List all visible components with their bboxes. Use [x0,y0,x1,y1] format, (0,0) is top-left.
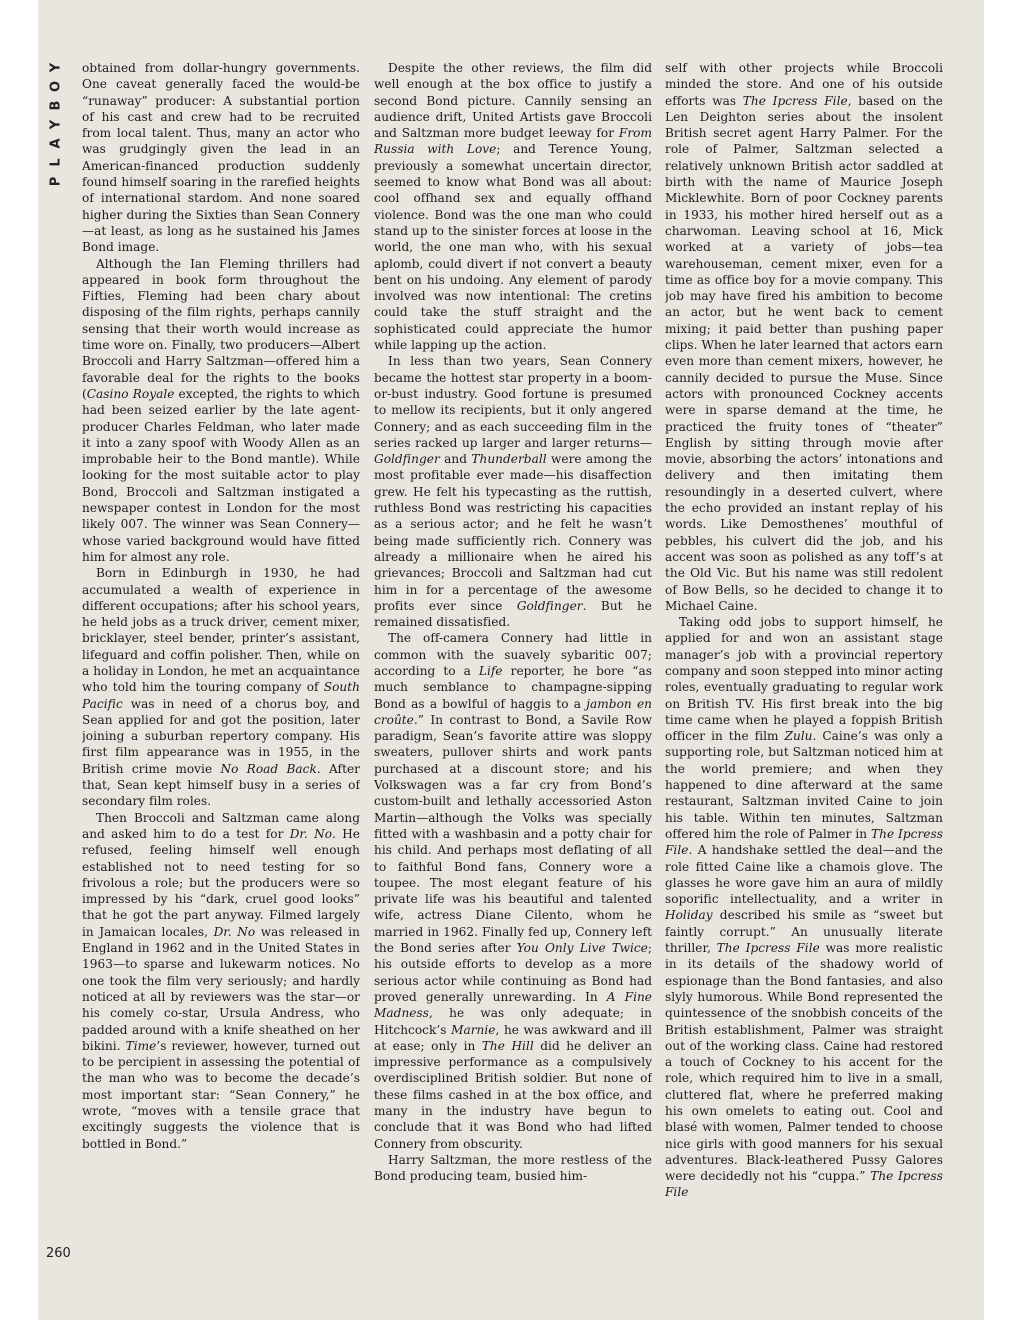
article-paragraph [374,630,652,1152]
article-paragraph [665,60,943,614]
text-run: Taking odd jobs to support himself, he applied for and won an assistant stage manager’s job with a provincial repertory company and soon stepped into minor acting roles, eventually graduating to regular work on British TV. His first break into the big time came when he played a foppish British officer in the film [665,615,943,744]
italic-title: Life [478,663,503,678]
italic-title: The Ipcress File [716,941,820,956]
italic-title: Marnie [451,1022,496,1037]
italic-title: jambon en croûte [374,696,652,727]
logo-letter: Y [48,62,64,73]
magazine-logo [48,58,70,191]
article-paragraph [82,60,360,256]
logo-letter: P [48,176,64,187]
text-column-2 [374,60,652,1270]
text-run: . After that, Sean kept himself busy in a series of secondary film roles. [82,761,360,809]
logo-letter: B [48,100,64,111]
text-run: was in need of a chorus boy, and Sean applied for and got the position, later joining a suburban repertory company. His first film appearance was in 1955, in the British crime movie [82,696,360,776]
page-number: 260 [46,1246,71,1261]
italic-title: A Fine Madness [374,989,652,1021]
italic-title: Casino Royale [86,386,175,401]
article-paragraph [665,614,943,1201]
italic-title: Thunderball [471,452,547,467]
text-run: The off-camera Connery had little in common with the suavely sybaritic 007; according to a [374,631,652,678]
italic-title: Dr. No [213,924,256,939]
text-column-1 [82,60,360,1270]
text-run: .” In contrast to Bond, a Savile Row paradigm, Sean’s favorite attire was sloppy sweaters, pullover shirts and work pants purchased at a discount store; and his Volkswagen was a far cry from Bond’s custom-built and lethally accessoried Aston Martin—although the Volks was specially fitted with a washbasin and a potty chair for his child. And perhaps most deflating of all to faithful Bond fans, Connery wore a toupee. The most elegant feature of his private life was his beautiful and talented wife, actress Diane Cilento, whom he married in 1962. Finally fed up, Connery left the Bond series after [374,712,652,956]
text-run: . Caine’s was only a supporting role, but Saltzman noticed him at the world premiere; and when they happened to dine afterward at the same restaurant, Saltzman invited Caine to join his table. Within ten minutes, Saltzman offered him the role of Palmer in [665,729,943,841]
italic-title: The Ipcress File [665,1169,943,1200]
text-run: were among the most profitable ever made—his disaffection grew. He felt his typecasting as the ruttish, ruthless Bond was restricting his capacities as a serious actor; and he felt he wasn’t being made sufficiently rich. Connery was already a millionaire when he aired his grievances; Broccoli and Saltzman had cut him in for a percentage of the awesome profits ever since [374,452,652,613]
text-run: , he was only adequate; in Hitchcock’s [374,1006,652,1037]
logo-letter: O [48,80,64,93]
italic-title: Time [125,1038,157,1053]
italic-title: You Only Live Twice [516,941,648,956]
text-run: Then Broccoli and Saltzman came along and asked him to do a test for [82,810,360,841]
text-column-3 [665,60,943,1270]
italic-title: Dr. No [289,826,333,841]
logo-letter: A [48,138,64,149]
text-run: ; his outside efforts to develop as a more serious actor while continuing as Bond had proved generally unrewarding. In [374,941,652,1004]
article-paragraph [374,60,652,353]
italic-title: Goldfinger [374,452,440,467]
italic-title: Zulu [784,729,813,744]
article-paragraph [82,565,360,809]
text-run: described his smile as “sweet but faintly corrupt.” An unusually literate thriller, [665,908,943,956]
text-run: . He refused, feeling himself well enough established not to need testing for so frivolous a role; but the producers were so impressed by his “dark, cruel good looks” that he got the part anyway. Filmed largely in Jamaican locales, [82,826,360,939]
text-run: . But he remained dissatisfied. [374,598,652,630]
text-run: Born in Edinburgh in 1930, he had accumulated a wealth of experience in different occupations; after his school years, he held jobs as a truck driver, cement mixer, bricklayer, steel bender, printer’s assistant, lifeguard and coffin polisher. Then, while on a holiday in London, he met an acquaintance who told him the touring company of [82,566,360,695]
logo-letter: Y [48,119,64,130]
article-paragraph [82,810,360,1152]
logo-letter: L [48,158,64,167]
text-run: reporter, he bore “as much semblance to champagne-sipping Bond as a bowlful of haggis to a [374,663,652,711]
text-run: self with other projects while Broccoli minded the store. And one of his outside efforts was [665,61,943,108]
text-run: , he was awkward and ill at ease; only in [374,1022,652,1053]
italic-title: South Pacific [82,680,360,711]
text-run: and [439,452,472,467]
text-run: excepted, the rights to which had been seized earlier by the late agent-producer Charles Feldman, who later made it into a zany spoof with Woody Allen as an improbable heir to the Bond mantle). While looking for the most suitable actor to play Bond, Broccoli and Saltzman instigated a newspaper contest in London for the most likely 007. The winner was Sean Connery—whose varied background would have fitted him for almost any role. [82,386,360,564]
text-run: In less than two years, Sean Connery became the hottest star property in a boom-or-bust industry. Good fortune is presumed to mellow its recipients, but it only angered Connery; and as each succeeding film in the series racked up larger and larger returns— [374,354,652,450]
article-paragraph [374,353,652,630]
italic-title: No Road Back [220,761,317,776]
italic-title: The Ipcress File [742,93,848,108]
text-run: ; and Terence Young, previously a somewhat uncertain director, seemed to know what Bond was all about: cool offhand sex and equally offhand violence. Bond was the one man who could stand up to the sinister forces at loose in the world, the one man who, with his sexual aplomb, could divert if not convert a beauty bent on his undoing. Any element of parody involved was now intentional: The cretins could take the stuff straight and the sophisticated could appreciate the humor while lapping up the action. [374,142,652,353]
article-paragraph [374,1152,652,1185]
text-run: was more realistic in its details of the shadowy world of espionage than the Bond fantasies, and also slyly humorous. While Bond represented the quintessence of the snobbish conceits of the British establishment, Palmer was straight out of the working class. Caine had restored a touch of Cockney to his accent for the role, which required him to live in a small, cluttered flat, where he preferred making his own omelets to eating out. Cool and blasé with women, Palmer tended to choose nice girls with good manners for his sexual adventures. Black-leathered Pussy Galores were decidedly not his “cuppa.” [665,941,943,1184]
text-run: . A handshake settled the deal—and the role fitted Caine like a chamois glove. The glasses he wore gave him an aura of mildly soporific intellectuality, and a writer in [665,843,943,907]
text-run: Despite the other reviews, the film did well enough at the box office to justify a second Bond picture. Cannily sensing an audience drift, United Artists gave Broccoli and Saltzman more budget leeway for [374,61,652,141]
italic-title: Goldfinger [516,598,583,613]
italic-title: From Russia with Love [374,126,652,157]
text-run: , based on the Len Deighton series about the insolent British secret agent Harry Palmer. For the role of Palmer, Saltzman selected a relatively unknown British actor saddled at birth with the name of Maurice Joseph Micklewhite. Born of poor Cockney parents in 1933, his mother hired herself out as a charwoman. Leaving school at 16, Mick worked at a variety of jobs—tea warehouseman, cement mixer, even for a time as office boy for a movie company. This job may have fired his ambition to become an actor, but he went back to cement mixing; it paid better than pushing paper clips. When he later learned that actors earn even more than cement mixers, however, he cannily decided to pursue the Muse. Since actors with pronounced Cockney accents were in sparse demand at the time, he practiced the fruity tones of “theater” English by sitting through movie after movie, absorbing the actors’ intonations and delivery and then imitating them resoundingly in a deserted culvert, where the echo provided an instant replay of his words. Like Demosthenes’ mouthful of pebbles, his culvert did the job, and his accent was soon as polished as any toff’s at the Old Vic. But his name was still redolent of Bow Bells, so he decided to change it to Michael Caine. [665,93,943,613]
magazine-page [38,0,984,1320]
text-run: did he deliver an impressive performance as a compulsively overdisciplined British soldier. But none of these films cashed in at the box office, and many in the industry have begun to conclude that it was Bond who had lifted Connery from obscurity. [374,1038,652,1151]
text-run: Harry Saltzman, the more restless of the Bond producing team, busied him- [374,1152,652,1184]
text-run: ’s reviewer, however, turned out to be percipient in assessing the potential of the man who was to become the decade’s most important star: “Sean Connery,” he wrote, “moves with a tensile grace that excitingly suggests the violence that is bottled in Bond.” [82,1038,360,1151]
text-run: obtained from dollar-hungry governments. One caveat generally faced the would-be “runaway” producer: A substantial portion of his cast and crew had to be recruited from local talent. Thus, many an actor who was grudgingly given the lead in an American-financed production suddenly found himself soaring in the rarefied heights of international stardom. And none soared higher during the Sixties than Sean Connery—at least, as long as he sustained his James Bond image. [82,61,360,255]
italic-title: The Hill [481,1038,534,1053]
italic-title: The Ipcress File [665,826,943,858]
text-run: was released in England in 1962 and in the United States in 1963—to sparse and lukewarm notices. No one took the film very seriously; and hardly noticed at all by reviewers was the star—or his comely co-star, Ursula Andress, who padded around with a knife sheathed on her bikini. [82,924,360,1053]
italic-title: Holiday [665,908,713,923]
text-run: Although the Ian Fleming thrillers had appeared in book form throughout the Fifties, Fleming had been chary about disposing of the film rights, perhaps cannily sensing that their worth would increase as time wore on. Finally, two producers—Albert Broccoli and Harry Saltzman—offered him a favorable deal for the rights to the books ( [82,256,360,401]
article-paragraph [82,256,360,566]
